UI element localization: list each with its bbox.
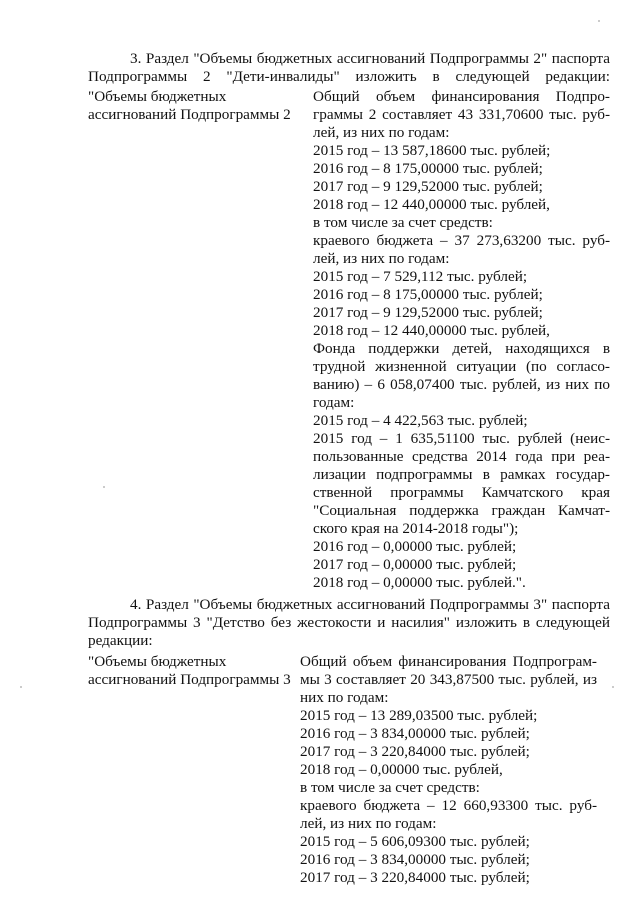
section-4-heading-line: 4. Раздел "Объемы бюджетных ассигнований Подпрограммы 3" паспорта: [130, 596, 610, 613]
scan-speck: [612, 686, 614, 688]
section-4-text-line: 2018 год – 0,00000 тыс. рублей,: [300, 761, 503, 778]
section-4-heading-line: Подпрограммы 3 "Детство без жестокости и насилия" изложить в следующей: [88, 614, 610, 631]
section-3-text-line: лизации подпрограммы в рамках государ-: [313, 466, 610, 483]
scan-speck: [598, 20, 600, 22]
section-3-text-line: годам:: [313, 394, 355, 411]
section-3-text-line: Общий объем финансирования Подпро-: [313, 88, 610, 105]
section-3-text-line: лей, из них по годам:: [313, 124, 450, 141]
section-3-text-line: граммы 2 составляет 43 331,70600 тыс. руб-: [313, 106, 610, 123]
section-3-heading-line: 3. Раздел "Объемы бюджетных ассигнований Подпрограммы 2" паспорта: [130, 50, 610, 67]
scan-speck: [20, 686, 22, 688]
section-4-left-label: ассигнований Подпрограммы 3: [88, 671, 291, 688]
section-4-text-line: 2017 год – 3 220,84000 тыс. рублей;: [300, 869, 530, 886]
section-3-text-line: 2017 год – 9 129,52000 тыс. рублей;: [313, 304, 543, 321]
section-3-text-line: краевого бюджета – 37 273,63200 тыс. руб-: [313, 232, 610, 249]
section-3-text-line: 2018 год – 12 440,00000 тыс. рублей,: [313, 196, 550, 213]
section-4-text-line: мы 3 составляет 20 343,87500 тыс. рублей, из: [300, 671, 597, 688]
section-3-text-line: ского края на 2014-2018 годы");: [313, 520, 519, 537]
section-3-text-line: лей, из них по годам:: [313, 250, 450, 267]
section-3-text-line: 2017 год – 0,00000 тыс. рублей;: [313, 556, 517, 573]
section-4-text-line: 2016 год – 3 834,00000 тыс. рублей;: [300, 725, 530, 742]
section-3-text-line: ственной программы Камчатского края: [313, 484, 610, 501]
section-3-text-line: 2015 год – 4 422,563 тыс. рублей;: [313, 412, 528, 429]
section-3-text-line: 2016 год – 8 175,00000 тыс. рублей;: [313, 286, 543, 303]
section-4-text-line: 2015 год – 5 606,09300 тыс. рублей;: [300, 833, 530, 850]
section-4-heading-line: редакции:: [88, 632, 153, 649]
section-3-text-line: 2017 год – 9 129,52000 тыс. рублей;: [313, 178, 543, 195]
section-3-heading-line: Подпрограммы 2 "Дети-инвалиды" изложить в следующей редакции:: [88, 68, 610, 85]
section-4-text-line: 2017 год – 3 220,84000 тыс. рублей;: [300, 743, 530, 760]
section-3-text-line: в том числе за счет средств:: [313, 214, 493, 231]
scan-speck: [103, 486, 105, 488]
section-4-text-line: в том числе за счет средств:: [300, 779, 480, 796]
section-3-text-line: 2015 год – 7 529,112 тыс. рублей;: [313, 268, 528, 285]
section-3-text-line: пользованные средства 2014 года при реа-: [313, 448, 610, 465]
section-3-text-line: 2016 год – 8 175,00000 тыс. рублей;: [313, 160, 543, 177]
section-3-text-line: 2016 год – 0,00000 тыс. рублей;: [313, 538, 517, 555]
section-3-text-line: Фонда поддержки детей, находящихся в: [313, 340, 610, 357]
section-4-text-line: 2016 год – 3 834,00000 тыс. рублей;: [300, 851, 530, 868]
section-4-text-line: краевого бюджета – 12 660,93300 тыс. руб-: [300, 797, 597, 814]
section-3-text-line: трудной жизненной ситуации (по согласо-: [313, 358, 610, 375]
section-4-text-line: Общий объем финансирования Подпрограм-: [300, 653, 597, 670]
section-3-left-label: "Объемы бюджетных: [88, 88, 227, 105]
section-4-left-label: "Объемы бюджетных: [88, 653, 227, 670]
section-4-text-line: лей, из них по годам:: [300, 815, 437, 832]
section-3-text-line: 2018 год – 0,00000 тыс. рублей.".: [313, 574, 526, 591]
section-4-text-line: них по годам:: [300, 689, 389, 706]
section-4-text-line: 2015 год – 13 289,03500 тыс. рублей;: [300, 707, 538, 724]
section-3-text-line: 2015 год – 1 635,51100 тыс. рублей (неис-: [313, 430, 610, 447]
section-3-text-line: 2015 год – 13 587,18600 тыс. рублей;: [313, 142, 551, 159]
section-3-left-label: ассигнований Подпрограммы 2: [88, 106, 291, 123]
section-3-text-line: ванию) – 6 058,07400 тыс. рублей, из них по: [313, 376, 610, 393]
section-3-text-line: 2018 год – 12 440,00000 тыс. рублей,: [313, 322, 550, 339]
section-3-text-line: "Социальная поддержка граждан Камчат-: [313, 502, 610, 519]
